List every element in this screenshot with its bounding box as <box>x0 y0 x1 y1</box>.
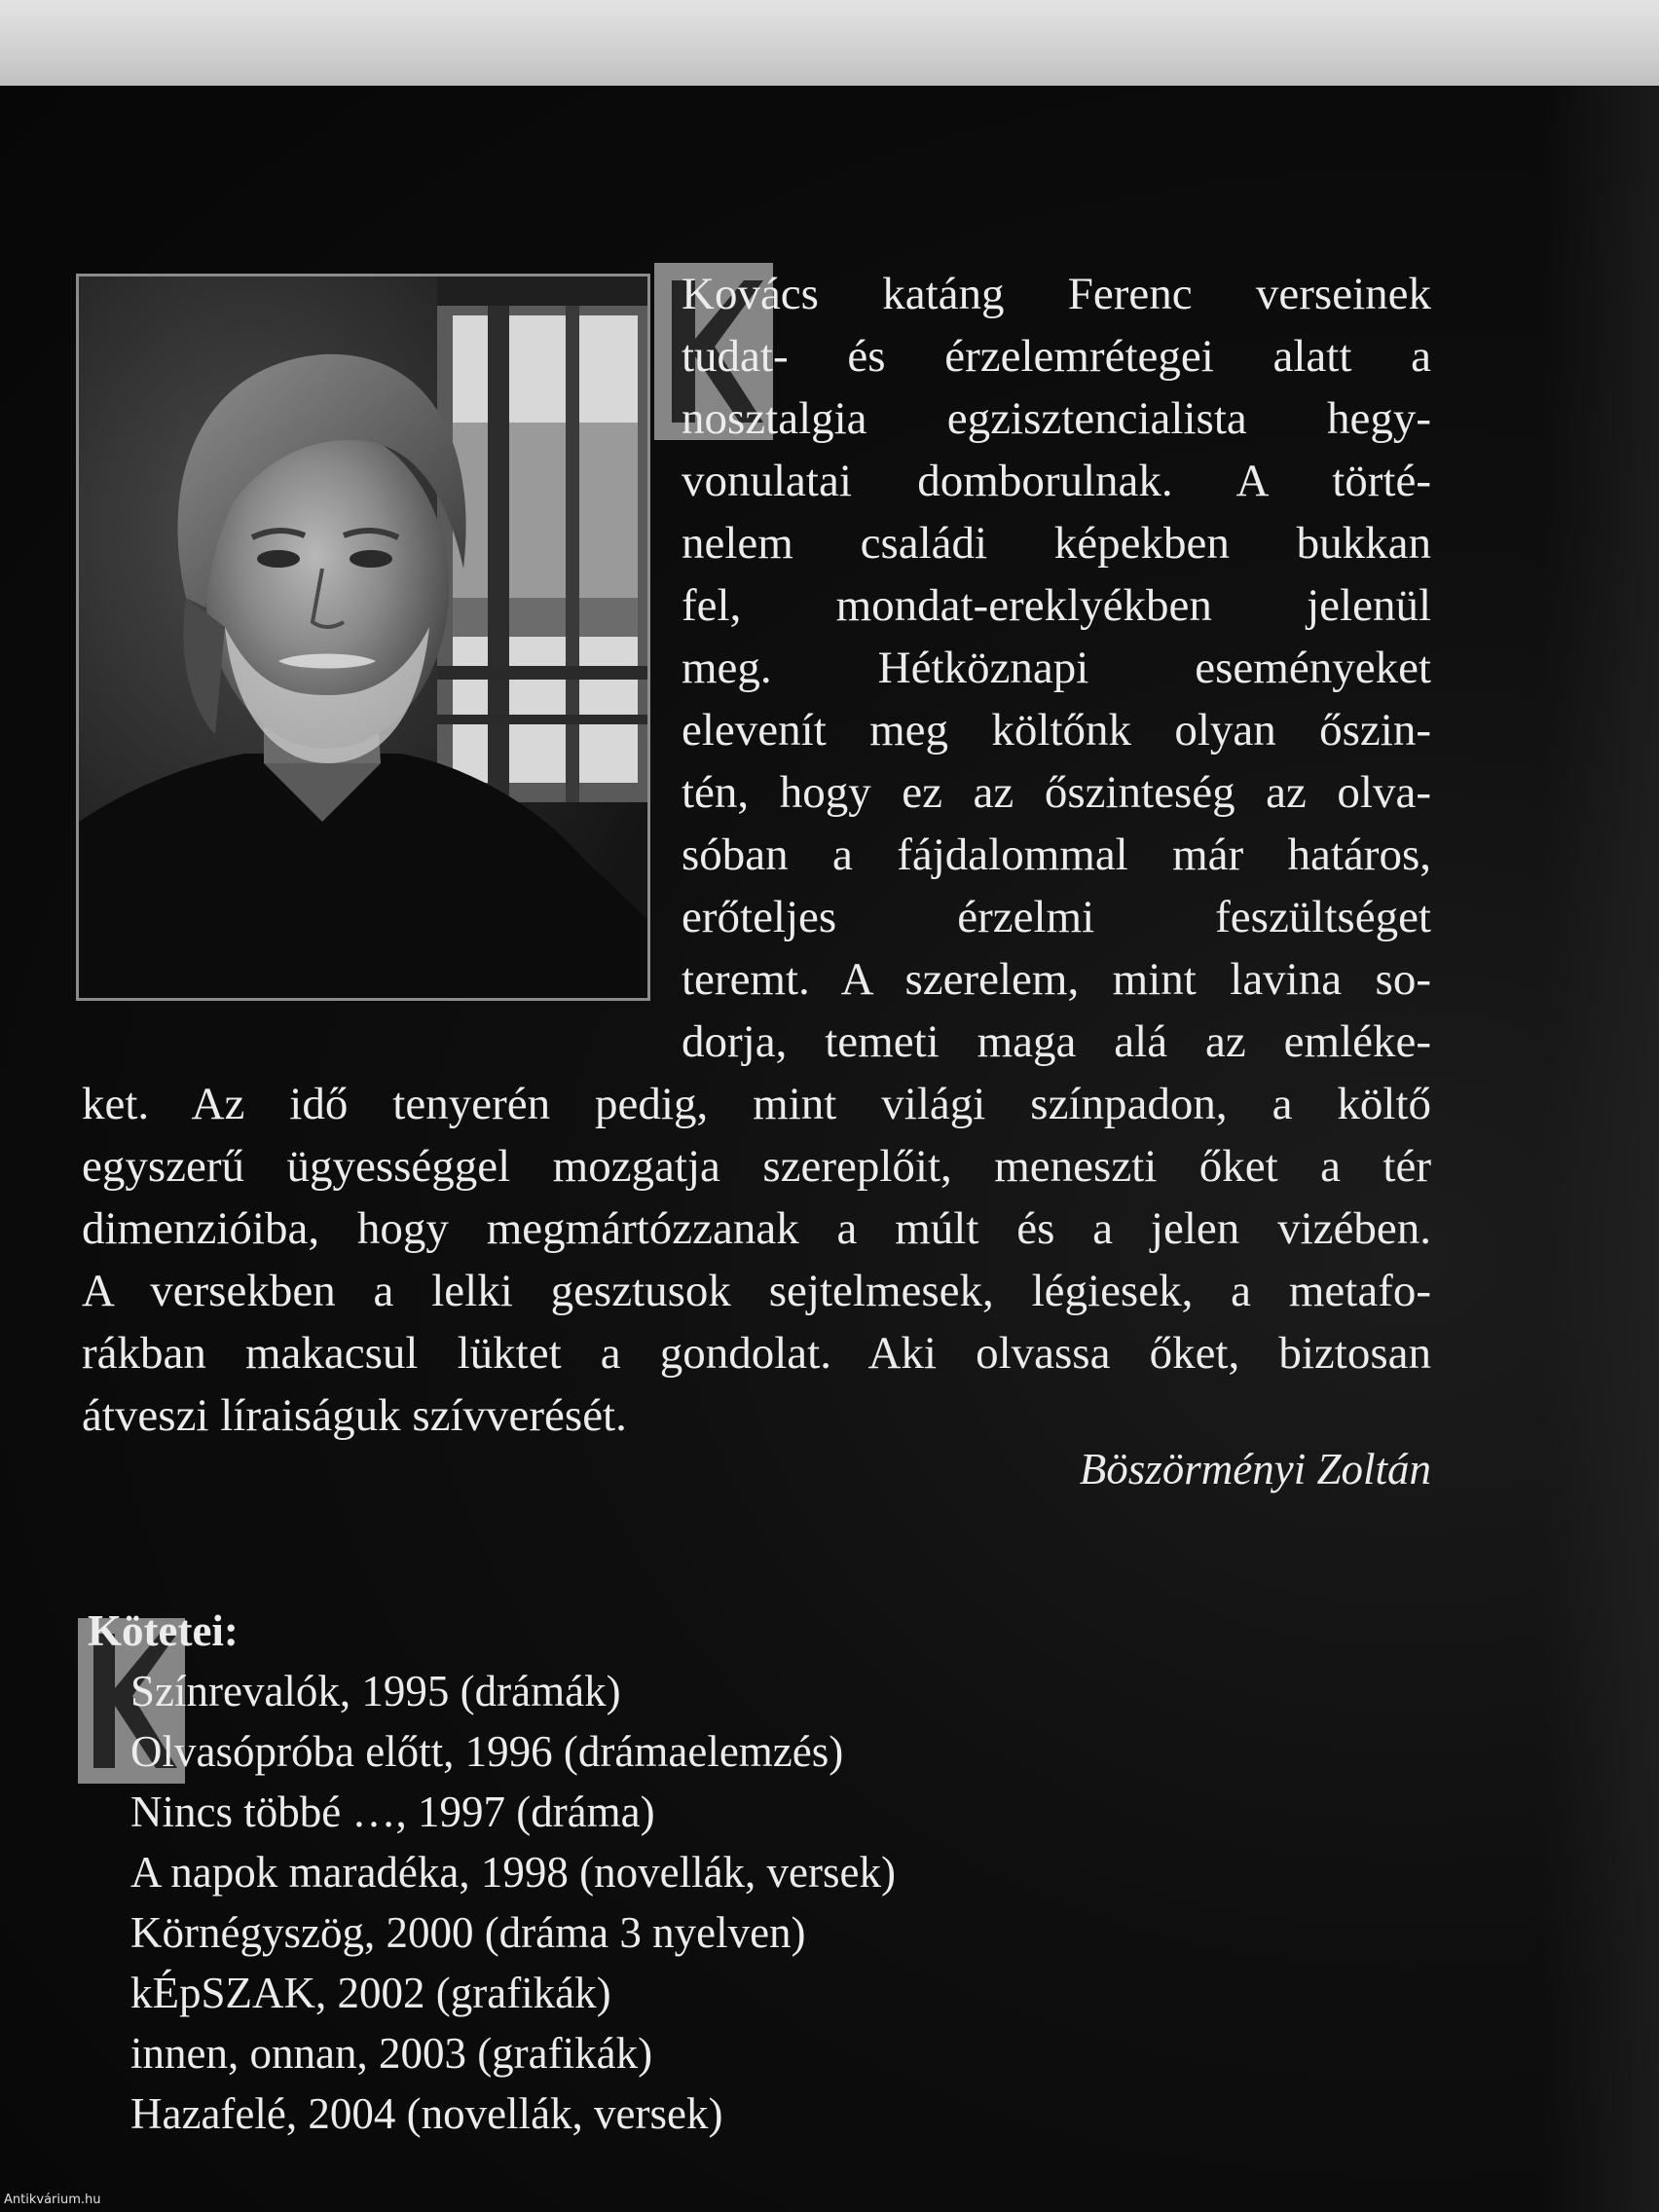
volume-item: A napok maradéka, 1998 (novellák, versek) <box>130 1848 896 1897</box>
review-line: vonulatai domborulnak. A törté- <box>682 456 1431 506</box>
review-line: fel, mondat-ereklyékben jelenül <box>682 580 1431 631</box>
cover-edge-shading <box>1542 86 1659 2212</box>
review-line: nelem családi képekben bukkan <box>682 518 1431 569</box>
review-line: teremt. A szerelem, mint lavina so- <box>682 954 1431 1005</box>
volume-item: Színrevalók, 1995 (drámák) <box>130 1667 621 1715</box>
watermark: Antikvárium.hu <box>4 2193 101 2207</box>
review-line: egyszerű ügyességgel mozgatja szereplőit, meneszti őket a tér <box>82 1141 1431 1192</box>
review-line: tudat- és érzelemrétegei alatt a <box>682 331 1431 382</box>
volume-item: Hazafelé, 2004 (novellák, versek) <box>130 2089 723 2138</box>
volume-item: Nincs többé …, 1997 (dráma) <box>130 1788 655 1836</box>
review-line: tén, hogy ez az őszinteség az olva- <box>682 767 1431 818</box>
review-line: erőteljes érzelmi feszültséget <box>682 892 1431 942</box>
review-line: dimenzióiba, hogy megmártózzanak a múlt és a jelen vizében. <box>82 1203 1431 1254</box>
volume-item: Körnégyszög, 2000 (dráma 3 nyelven) <box>130 1908 806 1957</box>
portrait-drawing <box>79 276 647 998</box>
review-line: sóban a fájdalommal már határos, <box>682 830 1431 880</box>
review-line: ket. Az idő tenyerén pedig, mint világi színpadon, a költő <box>82 1079 1431 1129</box>
review-line: A versekben a lelki gesztusok sejtelmesek, légiesek, a metafo- <box>82 1266 1431 1316</box>
review-line: dorja, temeti maga alá az emléke- <box>682 1016 1431 1067</box>
review-line: Kovács katáng Ferenc verseinek <box>682 269 1431 319</box>
volumes-heading: Kötetei: <box>88 1606 239 1655</box>
review-line: rákban makacsul lüktet a gondolat. Aki olvassa őket, biztosan <box>82 1328 1431 1379</box>
review-author: Böszörményi Zoltán <box>1079 1445 1431 1493</box>
review-line: meg. Hétköznapi eseményeket <box>682 643 1431 693</box>
volume-item: innen, onnan, 2003 (grafikák) <box>130 2029 653 2078</box>
volume-item: kÉpSZAK, 2002 (grafikák) <box>130 1969 611 2017</box>
review-line: elevenít meg költőnk olyan őszin- <box>682 705 1431 756</box>
scanner-background <box>0 0 1659 90</box>
review-line: átveszi líraiságuk szívverését. <box>82 1390 627 1441</box>
volume-item: Olvasópróba előtt, 1996 (drámaelemzés) <box>130 1727 844 1776</box>
review-line: nosztalgia egzisztencialista hegy- <box>682 393 1431 444</box>
author-portrait <box>76 274 650 1001</box>
